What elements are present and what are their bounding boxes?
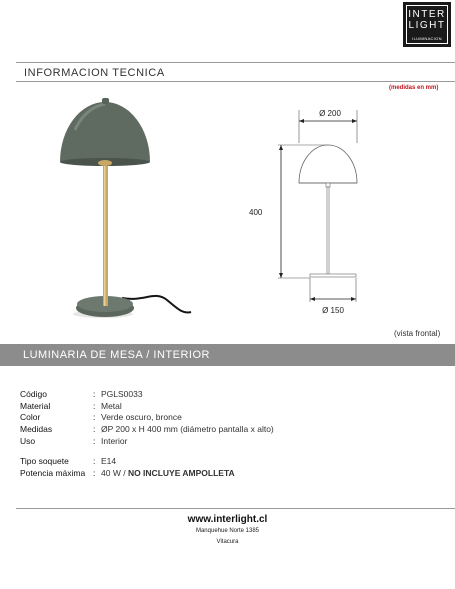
dim-base-label: Ø 150 [322, 306, 344, 315]
dim-arrow [279, 273, 283, 278]
dim-arrow [299, 119, 304, 123]
view-label: (vista frontal) [394, 329, 441, 338]
category-title: LUMINARIA DE MESA / INTERIOR [23, 349, 210, 361]
footer-website[interactable]: www.interlight.cl [187, 514, 268, 525]
spec-label: Color [20, 412, 41, 423]
spec-value: 40 W [101, 468, 121, 479]
spec-label: Código [20, 389, 47, 399]
spec-separator: : [93, 435, 96, 446]
dim-arrow [279, 145, 283, 150]
spec-row [20, 412, 440, 424]
header-divider-bottom [16, 81, 455, 82]
dim-height-label: 400 [249, 208, 263, 217]
spec-row [20, 456, 440, 468]
spec-value: Interior [101, 435, 128, 446]
spec-separator: : [93, 412, 96, 423]
spec-value: E14 [101, 456, 117, 467]
spec-label: Tipo soquete [20, 456, 69, 467]
logo-text-inter: INTER [408, 9, 446, 20]
spec-gap [20, 447, 440, 456]
dim-arrow [351, 297, 356, 301]
logo-frame [406, 5, 448, 44]
spec-table [20, 389, 440, 480]
lamp-stem-highlight [104, 160, 106, 306]
spec-value: Verde oscuro, bronce [101, 412, 182, 423]
header-divider-top [16, 62, 455, 63]
technical-drawing [240, 95, 370, 325]
interlight-logo [403, 2, 451, 47]
logo-text-iluminacion: ILUMINACION [412, 36, 442, 41]
lamp-socket [98, 160, 112, 166]
spec-row [20, 468, 440, 480]
drawing-socket [326, 183, 330, 187]
dim-top-label: Ø 200 [319, 109, 341, 118]
lamp-photo [55, 90, 195, 330]
spec-row [20, 389, 440, 401]
section-title: INFORMACION TECNICA [24, 67, 165, 79]
footer-address: Manquehue Norte 1385 [195, 528, 260, 534]
category-band [0, 344, 455, 366]
spec-value: PGLS0033 [101, 389, 143, 399]
drawing-stem [327, 187, 329, 275]
value-separator: / [120, 468, 128, 479]
spec-row [20, 424, 440, 436]
spec-separator: : [93, 389, 96, 399]
units-note: (medidas en mm) [389, 85, 439, 91]
footer-city: Vitacura [216, 539, 239, 545]
spec-label: Potencia máxima [20, 468, 86, 479]
logo-text-light: LIGHT [408, 20, 446, 31]
lamp-shade [60, 102, 150, 162]
spec-label: Medidas [20, 424, 53, 435]
footer-divider [16, 508, 455, 509]
dim-arrow [310, 297, 315, 301]
spec-label: Material [20, 400, 51, 411]
spec-value: Metal [101, 400, 122, 411]
spec-separator: : [93, 468, 96, 479]
spec-value-group [101, 468, 235, 480]
drawing-shade [299, 145, 357, 183]
spec-row [20, 401, 440, 413]
spec-separator: : [93, 400, 96, 411]
spec-label: Uso [20, 435, 36, 446]
spec-value-note: NO INCLUYE AMPOLLETA [127, 468, 235, 479]
dim-arrow [352, 119, 357, 123]
lamp-top-knob [102, 98, 109, 104]
spec-value: ØP 200 x H 400 mm (diámetro pantalla x alto) [101, 424, 274, 435]
spec-row [20, 436, 440, 448]
spec-separator: : [93, 456, 96, 467]
drawing-base [310, 274, 356, 277]
spec-separator: : [93, 424, 96, 435]
